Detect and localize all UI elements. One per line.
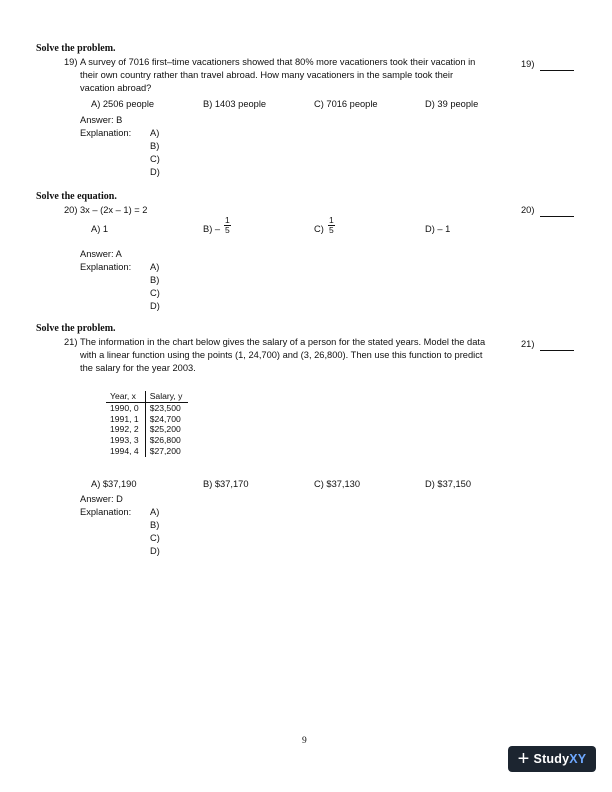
answer-blank [540,206,574,217]
table-cell: $27,200 [149,445,181,456]
table-header-row [106,391,188,402]
table-row [106,435,188,446]
option-b-label: B) – [203,224,221,234]
answer-blank [540,340,574,351]
explanation-item: D) [150,167,160,177]
question-number: 19) [64,57,78,67]
table-cell: $26,800 [149,435,181,446]
explanation-item: C) [150,533,160,543]
explanation-label: Explanation: [80,507,132,517]
section-heading: Solve the equation. [36,191,117,202]
explanation-item: D) [150,301,160,311]
answer-number: 19) [521,59,535,69]
question-number: 21) [64,337,78,347]
table-cell: 1992, 2 [106,424,145,435]
question-text-line: vacation abroad? [80,83,152,93]
fraction-denominator: 5 [329,225,334,235]
column-header-year: Year, x [106,391,145,402]
option-d: D) $37,150 [425,479,471,489]
explanation-label: Explanation: [80,262,132,272]
option-d: D) 39 people [425,99,479,109]
question-number: 20) [64,205,78,215]
table-row [106,402,188,413]
table-cell: 1994, 4 [106,446,145,457]
table-row [106,414,188,425]
question-text-line: the salary for the year 2003. [80,363,196,373]
option-a: A) 2506 people [91,99,155,109]
explanation-item: B) [150,520,160,530]
column-header-salary: Salary, y [145,391,188,402]
logo-text-xy: XY [569,751,587,766]
option-a: A) $37,190 [91,479,137,489]
table-cell: 1990, 0 [106,402,145,413]
option-d: D) – 1 [425,224,451,234]
answer-number: 21) [521,339,535,349]
equation: 3x – (2x – 1) = 2 [80,205,148,215]
option-b-fraction [224,216,231,235]
explanation-item: A) [150,128,160,138]
answer-line: Answer: A [80,249,122,259]
fraction-numerator: 1 [225,215,230,225]
option-c-fraction [328,216,335,235]
table-row [106,424,188,435]
fraction-numerator: 1 [329,215,334,225]
logo-text-study: Study [533,751,570,766]
studyxy-logo[interactable] [508,746,596,772]
explanation-label: Explanation: [80,128,132,138]
option-c: C) $37,130 [314,479,360,489]
explanation-item: B) [150,275,160,285]
option-b: B) $37,170 [203,479,249,489]
page-number: 9 [302,736,307,746]
answer-line: Answer: B [80,115,123,125]
answer-number: 20) [521,205,535,215]
question-text-line: their own country rather than travel abroad. How many vacationers in the sample took their [80,70,454,80]
explanation-item: D) [150,546,160,556]
explanation-item: A) [150,262,160,272]
section-heading: Solve the problem. [36,323,116,334]
plus-icon: + [517,748,530,770]
explanation-item: C) [150,154,160,164]
option-c: C) 7016 people [314,99,378,109]
explanation-item: C) [150,288,160,298]
table-cell: $25,200 [149,424,181,435]
option-b: B) 1403 people [203,99,267,109]
fraction-denominator: 5 [225,225,230,235]
section-heading: Solve the problem. [36,43,116,54]
option-a: A) 1 [91,224,109,234]
salary-table [106,391,188,457]
option-c-label: C) [314,224,324,234]
table-cell: 1993, 3 [106,435,145,446]
table-cell: 1991, 1 [106,414,145,425]
explanation-item: B) [150,141,160,151]
table-cell: $23,500 [149,402,181,413]
answer-blank [540,60,574,71]
question-text-line: The information in the chart below gives the salary of a person for the stated years. Model the data [80,337,486,347]
table-cell: $24,700 [149,413,181,424]
question-text-line: with a linear function using the points (1, 24,700) and (3, 26,800). Then use this function to predict [80,350,483,360]
question-text-line: A survey of 7016 first–time vacationers showed that 80% more vacationers took their vacation in [80,57,476,67]
explanation-item: A) [150,507,160,517]
answer-line: Answer: D [80,494,123,504]
table-row [106,446,188,457]
